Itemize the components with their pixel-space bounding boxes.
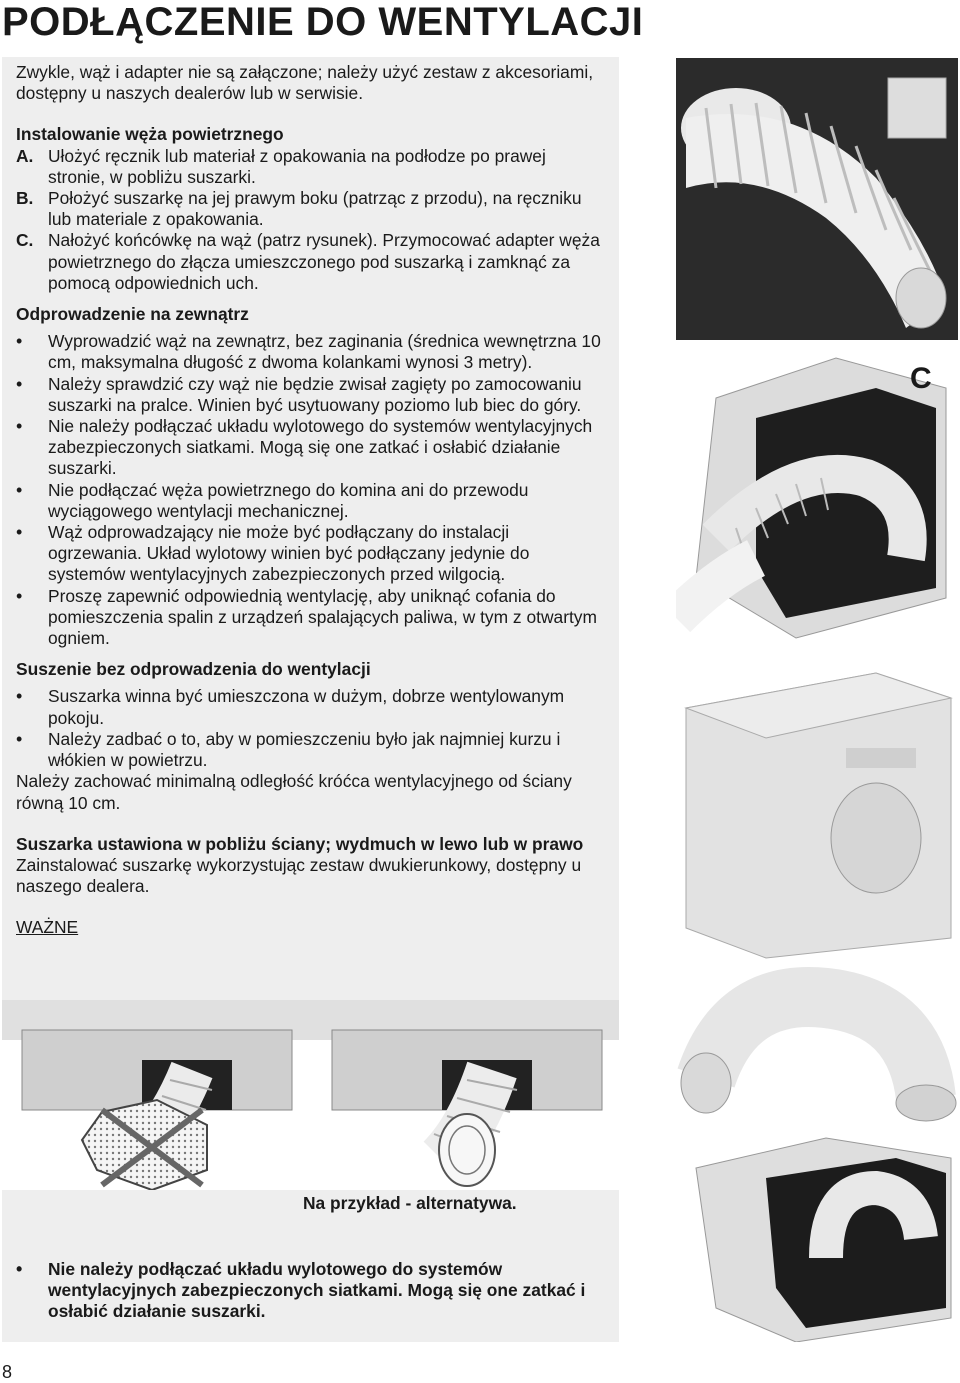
important-heading: WAŻNE xyxy=(16,917,79,938)
bullet-item: • Suszarka winna być umieszczona w dużym, dobrze wentylowanym pokoju. xyxy=(16,686,606,728)
dryer-elbow-photo xyxy=(676,1123,958,1342)
install-heading: Instalowanie węża powietrznego xyxy=(16,124,284,145)
main-text xyxy=(16,62,606,939)
step-label: B. xyxy=(16,188,34,209)
bullet-item: • Nie podłączać węża powietrznego do komina ani do przewodu wyciągowego wentylacji mechanicznej. xyxy=(16,480,606,522)
noduct-heading: Suszenie bez odprowadzenia do wentylacji xyxy=(16,659,371,680)
hose-photo xyxy=(676,58,958,340)
vent-diagram xyxy=(2,1000,619,1190)
vent-diagram-svg xyxy=(2,1000,619,1190)
photo-column xyxy=(676,58,958,1342)
distance-note: Należy zachować minimalną odległość króćca wentylacyjnego od ściany równą 10 cm. xyxy=(16,771,572,813)
bullet-item: • Należy zadbać o to, aby w pomieszczeniu było jak najmniej kurzu i włókien w powietrzu. xyxy=(16,729,606,771)
step-text: Nałożyć końcówkę na wąż (patrz rysunek). Przymocować adapter węża powietrznego do złącza umieszczonego pod suszarką i zamknąć za pomocą odpowiednich uch. xyxy=(48,230,600,293)
install-step xyxy=(16,230,606,294)
diagram-caption: Na przykład - alternatywa. xyxy=(303,1193,517,1213)
bullet-item: • Wyprowadzić wąż na zewnątrz, bez zaginania (średnica wewnętrzna 10 cm, maksymalna długość z dwoma kolankami wynosi 3 metry). xyxy=(16,331,606,373)
step-text: Położyć suszarkę na jej prawym boku (patrząc z przodu), na ręczniku lub materiale z opakowania. xyxy=(48,188,582,230)
warning-text: • Nie należy podłączać układu wylotowego do systemów wentylacyjnych zabezpieczonych siatkami. Mogą się one zatkać i osłabić działanie suszarki. xyxy=(16,1259,596,1323)
bullet-item: • Proszę zapewnić odpowiednią wentylację, aby uniknąć cofania do pomieszczenia spalin z urządzeń spalających paliwa, w tym z otwartym ogniem. xyxy=(16,586,606,650)
step-label: A. xyxy=(16,145,34,166)
bullet-item: • Wąż odprowadzający nie może być podłączany do instalacji ogrzewania. Układ wylotowy winien być podłączany jedynie do systemów wentylacyjnych zabezpieczonych przed wilgocią. xyxy=(16,522,606,586)
page-number: 8 xyxy=(2,1362,13,1382)
step-text: Ułożyć ręcznik lub materiał z opakowania na podłodze po prawej stronie, w pobliżu suszarki. xyxy=(48,145,546,187)
intro-text: Zwykle, wąż i adapter nie są załączone; należy użyć zestaw z akcesoriami, dostępny u naszych dealerów lub w serwisie. xyxy=(16,62,594,104)
elbow-adapter-photo xyxy=(676,963,958,1123)
bullet-item: • Nie należy podłączać układu wylotowego do systemów wentylacyjnych zabezpieczonych siatkami. Mogą się one zatkać i osłabić działanie suszarki. xyxy=(16,416,606,480)
wall-heading: Suszarka ustawiona w pobliżu ściany; wydmuch w lewo lub w prawo xyxy=(16,833,584,854)
install-step xyxy=(16,146,606,188)
outside-heading: Odprowadzenie na zewnątrz xyxy=(16,304,249,325)
bullet-item: • Należy sprawdzić czy wąż nie będzie zwisał zagięty po zamocowaniu suszarki na pralce. Winien być usytuowany poziomo lub biec do góry. xyxy=(16,374,606,416)
dryer-front-photo xyxy=(676,658,958,958)
page-title: PODŁĄCZENIE DO WENTYLACJI xyxy=(2,0,644,44)
step-label: C. xyxy=(16,230,34,251)
photos-svg xyxy=(676,58,958,1342)
install-step xyxy=(16,188,606,230)
figure-label: C xyxy=(910,362,932,395)
warning-block xyxy=(16,1259,596,1323)
wall-text: Zainstalować suszarkę wykorzystując zestaw dwukierunkowy, dostępny u naszego dealera. xyxy=(16,854,582,897)
